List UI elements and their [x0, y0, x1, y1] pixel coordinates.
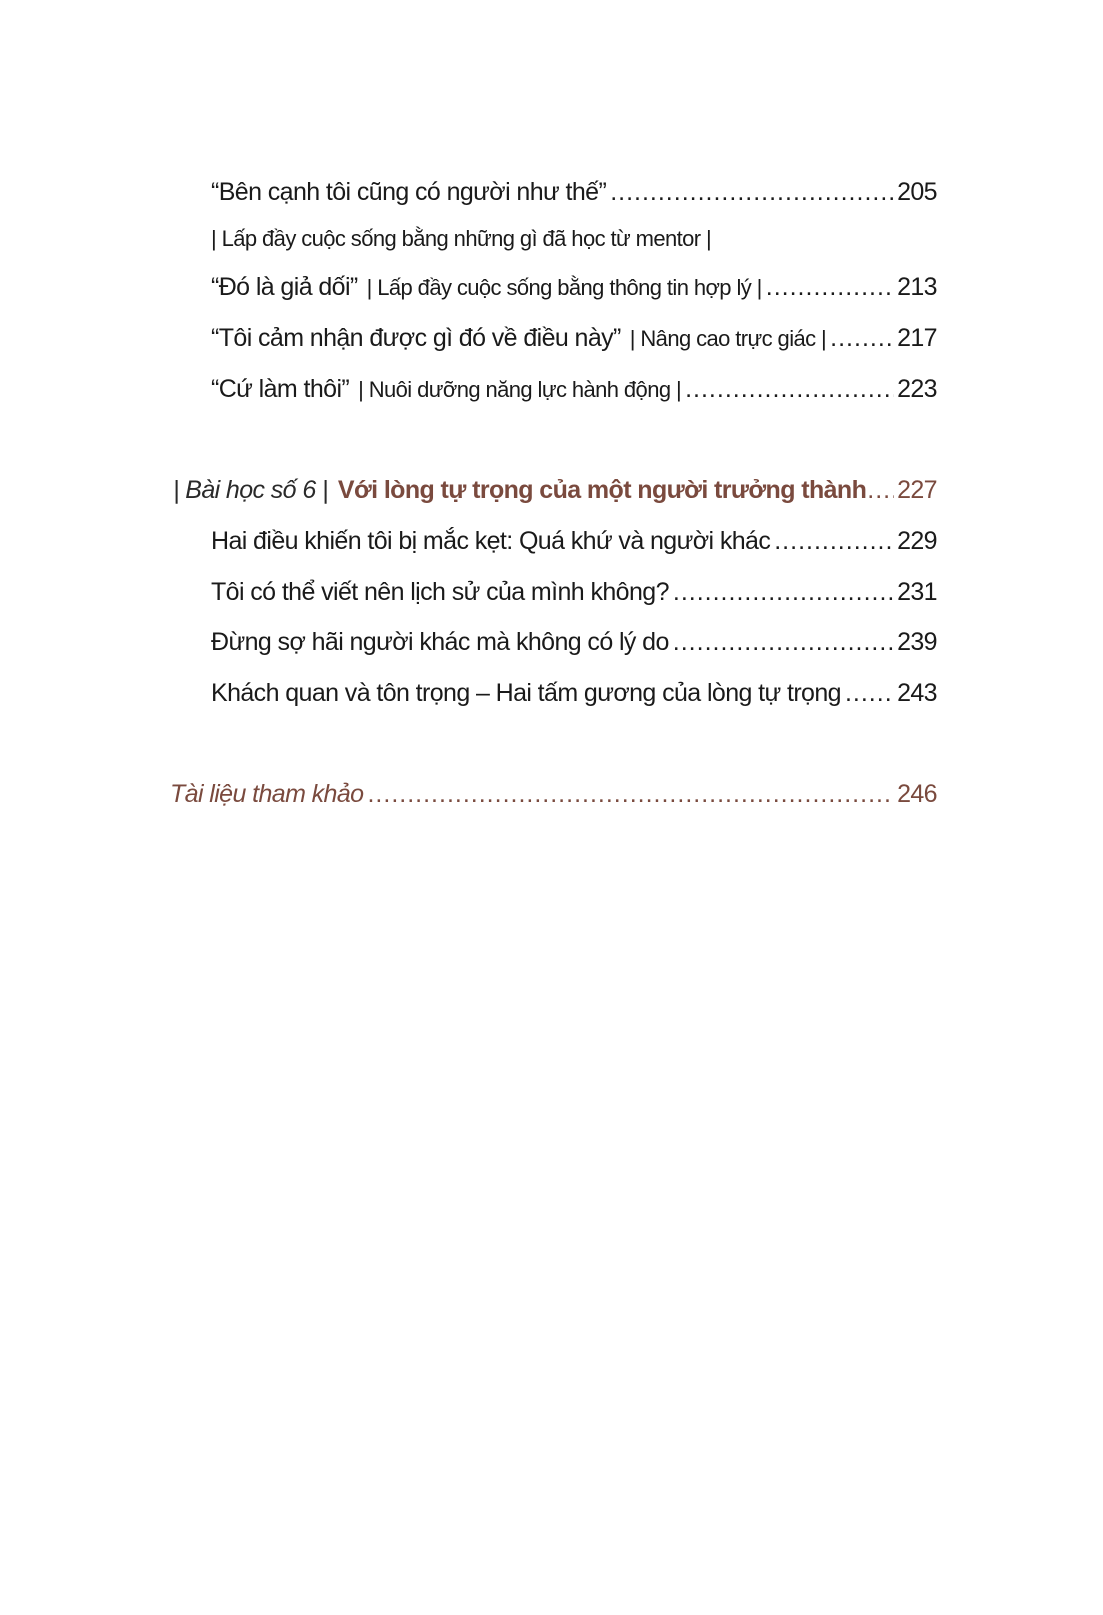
toc-entry-title: Hai điều khiến tôi bị mắc kẹt: Quá khứ và người khác	[211, 527, 771, 555]
references-title: Tài liệu tham khảo	[170, 780, 364, 808]
toc-entry-subtitle: | Nâng cao trực giác |	[629, 326, 827, 351]
toc-entry	[211, 628, 937, 662]
lesson-prefix: | Bài học số 6 |	[173, 476, 328, 504]
toc-leader	[766, 273, 894, 302]
toc-page-number: 229	[897, 527, 937, 555]
toc-entry-title: Đừng sợ hãi người khác mà không có lý do	[211, 628, 669, 656]
toc-page-number: 223	[897, 375, 937, 403]
toc-entry-subtitle: | Lấp đầy cuộc sống bằng những gì đã học từ mentor |	[211, 226, 712, 251]
toc-page-number: 243	[897, 679, 937, 707]
toc-entry	[211, 578, 937, 612]
toc-page-number: 205	[897, 178, 937, 206]
toc-entry-subtitle: | Nuôi dưỡng năng lực hành động |	[358, 377, 682, 402]
toc-references	[170, 780, 937, 814]
toc-leader	[367, 780, 894, 809]
toc-entry-title: “Cứ làm thôi”	[211, 375, 350, 403]
toc-entry	[211, 527, 937, 561]
toc-entry-title: “Bên cạnh tôi cũng có người như thế”	[211, 178, 607, 206]
toc-page-number: 239	[897, 628, 937, 656]
toc-entry-title: Khách quan và tôn trọng – Hai tấm gương của lòng tự trọng	[211, 679, 841, 707]
toc-leader	[774, 527, 894, 556]
toc-entry-subtitle: | Lấp đầy cuộc sống bằng thông tin hợp lý |	[366, 275, 762, 300]
toc-entry	[211, 679, 937, 713]
toc-page-number: 246	[897, 780, 937, 808]
toc-page-number: 227	[897, 476, 937, 504]
toc-leader	[685, 375, 894, 404]
toc-page-number: 231	[897, 578, 937, 606]
toc-leader	[673, 628, 894, 657]
toc-leader	[673, 578, 894, 607]
toc-entry	[211, 324, 937, 358]
toc-entry-title: “Đó là giả dối”	[211, 273, 358, 301]
toc-page-number: 213	[897, 273, 937, 301]
lesson-title: Với lòng tự trọng của một người trưởng thành	[337, 476, 867, 504]
toc-entry	[211, 178, 937, 212]
toc-entry	[211, 375, 937, 409]
toc-leader	[845, 679, 894, 708]
toc-entry-title: Tôi có thể viết nên lịch sử của mình không?	[211, 578, 669, 606]
toc-page-number: 217	[897, 324, 937, 352]
toc-leader	[830, 324, 894, 353]
toc-entry	[211, 273, 937, 307]
toc-chapter	[173, 476, 937, 510]
toc-entry-title: “Tôi cảm nhận được gì đó về điều này”	[211, 324, 621, 352]
toc-leader	[867, 476, 894, 505]
toc-leader	[610, 178, 894, 207]
